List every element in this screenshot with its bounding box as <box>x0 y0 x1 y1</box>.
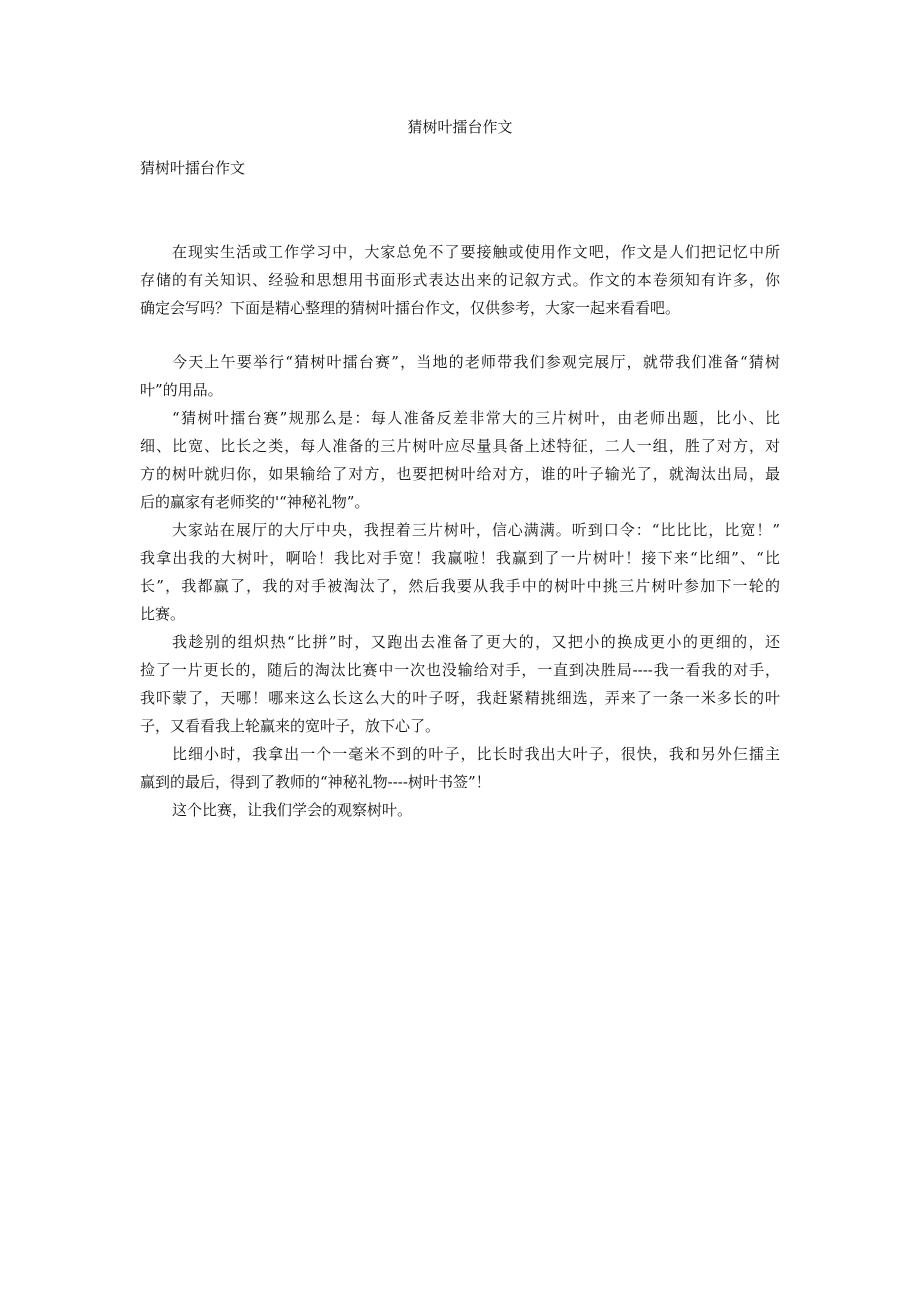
paragraph <box>140 796 780 824</box>
paragraph <box>140 238 780 322</box>
paragraph <box>140 516 780 628</box>
paragraph-line: 细、比宽、比长之类，每人准备的三片树叶应尽量具备上述特征，二人一组，胜了对方，对 <box>140 437 780 455</box>
paragraph-line: 我拿出我的大树叶，啊哈！我比对手宽！我赢啦！我赢到了一片树叶！接下来“比细”、“比 <box>140 549 780 567</box>
paragraph <box>140 404 780 516</box>
paragraph-line: “猜树叶擂台赛”规那么是：每人准备反差非常大的三片树叶，由老师出题，比小、比 <box>172 409 780 427</box>
paragraph-line: 在现实生活或工作学习中，大家总免不了要接触或使用作文吧，作文是人们把记忆中所 <box>172 243 780 261</box>
paragraph-line: 捡了一片更长的，随后的淘汰比赛中一次也没输给对手，一直到决胜局----我一看我的对手， <box>140 661 780 679</box>
paragraph-line: 存储的有关知识、经验和思想用书面形式表达出来的记叙方式。作文的本卷须知有许多，你 <box>140 271 780 289</box>
document-subtitle: 猜树叶擂台作文 <box>140 159 246 177</box>
document-title: 猜树叶擂台作文 <box>407 118 513 136</box>
paragraph-line: 子，又看看我上轮赢来的宽叶子，放下心了。 <box>140 717 441 735</box>
paragraph-line: 确定会写吗？下面是精心整理的猜树叶擂台作文，仅供参考，大家一起来看看吧。 <box>140 299 681 317</box>
paragraph <box>140 740 780 796</box>
body-section <box>140 348 780 824</box>
paragraph-line: 后的赢家有老师奖的'“神秘礼物”。 <box>140 493 370 511</box>
paragraph-line: 赢到的最后，得到了教师的“神秘礼物----树叶书签”！ <box>140 773 491 791</box>
paragraph <box>140 348 780 404</box>
paragraph-line: 叶”的用品。 <box>140 381 223 399</box>
intro-section <box>140 238 780 322</box>
paragraph-line: 大家站在展厅的大厅中央，我捏着三片树叶，信心满满。听到口令：“比比比，比宽！” <box>172 521 780 539</box>
paragraph-line: 比赛。 <box>140 605 186 623</box>
paragraph-line: 我趁别的组炽热“比拼”时，又跑出去准备了更大的，又把小的换成更小的更细的，还 <box>172 633 780 651</box>
paragraph-line: 长”，我都赢了，我的对手被淘汰了，然后我要从我手中的树叶中挑三片树叶参加下一轮的 <box>140 577 780 595</box>
paragraph <box>140 628 780 740</box>
paragraph-line: 今天上午要举行“猜树叶擂台赛”，当地的老师带我们参观完展厅，就带我们准备“猜树 <box>172 353 780 371</box>
paragraph-line: 比细小时，我拿出一个一毫米不到的叶子，比长时我出大叶子，很快，我和另外仨擂主 <box>172 745 780 763</box>
paragraph-line: 方的树叶就归你，如果输给了对方，也要把树叶给对方，谁的叶子输光了，就淘汰出局，最 <box>140 465 780 483</box>
paragraph-line: 这个比赛，让我们学会的观察树叶。 <box>172 801 413 819</box>
paragraph-line: 我吓蒙了，天哪！哪来这么长这么大的叶子呀，我赶紧精挑细选，弄来了一条一米多长的叶 <box>140 689 780 707</box>
